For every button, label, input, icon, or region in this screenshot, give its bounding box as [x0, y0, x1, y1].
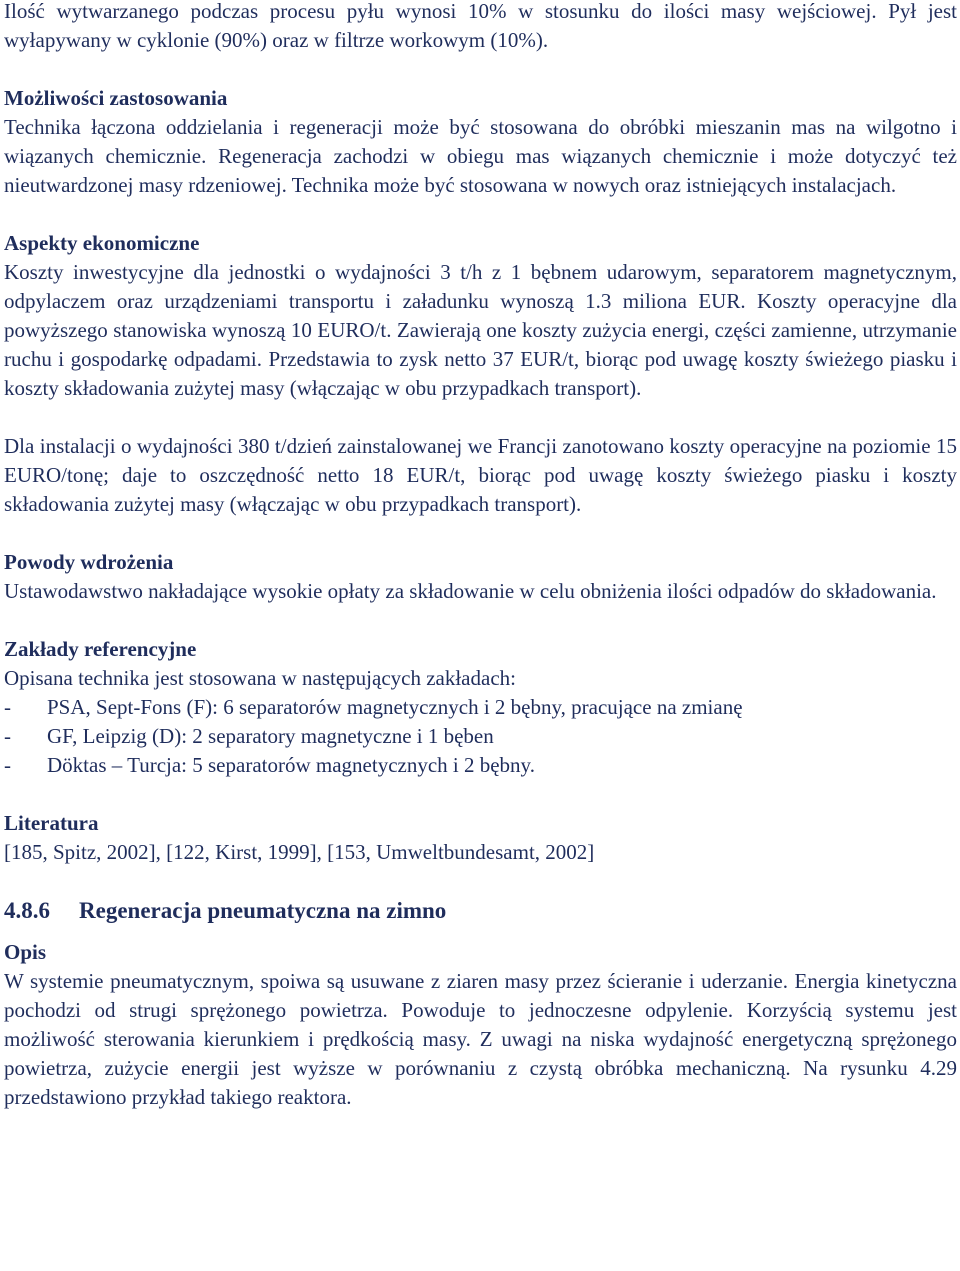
reference-plants-heading: Zakłady referencyjne — [4, 637, 197, 661]
dash-bullet: - — [4, 695, 11, 719]
applicability-heading: Możliwości zastosowania — [4, 86, 228, 110]
description-heading: Opis — [4, 940, 47, 964]
economics-paragraph-2: Dla instalacji o wydajności 380 t/dzień zainstalowanej we Francji zanotowano koszty operacyjne na poziomie 15 EURO/tonę; daje to oszczędność netto 18 EUR/t, biorąc pod uwagę koszty świeżego piasku i koszty składowania zużytej masy (włączając w obu przypadkach transport). — [4, 434, 957, 516]
literature-heading: Literatura — [4, 811, 99, 835]
reference-plants-list — [4, 693, 957, 780]
driving-force-heading: Powody wdrożenia — [4, 550, 174, 574]
dash-bullet: - — [4, 724, 11, 748]
description-paragraph: W systemie pneumatycznym, spoiwa są usuwane z ziaren masy przez ścieranie i uderzanie. Energia kinetyczna pochodzi od strugi sprężonego powietrza. Powoduje to jednoczesne odpylenie. Korzyścią systemu jest możliwość sterowania kierunkiem i prędkością masy. Z uwagi na niska wydajność energetyczną sprężonego powietrza, zużycie energii jest wyższe w porównaniu z czystą obróbka mechaniczną. Na rysunku 4.29 przedstawiono przykład takiego reaktora. — [4, 969, 957, 1109]
economics-heading: Aspekty ekonomiczne — [4, 231, 200, 255]
economics-paragraph-1: Koszty inwestycyjne dla jednostki o wydajności 3 t/h z 1 bębnem udarowym, separatorem magnetycznym, odpylaczem oraz urządzeniami transportu i załadunku wynoszą 1.3 miliona EUR. Koszty operacyjne dla powyższego stanowiska wynoszą 10 EURO/t. Zawierają one koszty zużycia energi, części zamienne, utrzymanie ruchu i gospodarkę odpadami. Przedstawia to zysk netto 37 EUR/t, biorąc pod uwagę koszty świeżego piasku i koszty składowania zużytej masy (włączając w obu przypadkach transport). — [4, 260, 957, 400]
list-item: - Döktas – Turcja: 5 separatorów magnetycznych i 2 bębny. — [4, 751, 957, 780]
section-title — [4, 896, 957, 925]
document-page — [4, 0, 957, 1112]
list-item: - GF, Leipzig (D): 2 separatory magnetyczne i 1 bęben — [4, 722, 957, 751]
literature-references: [185, Spitz, 2002], [122, Kirst, 1999], [153, Umweltbundesamt, 2002] — [4, 840, 595, 864]
reference-plants-intro: Opisana technika jest stosowana w następujących zakładach: — [4, 666, 516, 690]
driving-force-paragraph: Ustawodawstwo nakładające wysokie opłaty za składowanie w celu obniżenia ilości odpadów do składowania. — [4, 579, 937, 603]
section-title-text: Regeneracja pneumatyczna na zimno — [79, 898, 447, 923]
intro-paragraph: Ilość wytwarzanego podczas procesu pyłu wynosi 10% w stosunku do ilości masy wejściowej. Pył jest wyłapywany w cyklonie (90%) oraz w filtrze workowym (10%). — [4, 0, 957, 52]
dash-bullet: - — [4, 753, 11, 777]
section-number: 4.8.6 — [4, 898, 50, 923]
applicability-paragraph: Technika łączona oddzielania i regeneracji może być stosowana do obróbki mieszanin mas na wilgotno i wiązanych chemicznie. Regeneracja zachodzi w obiegu mas wiązanych chemicznie i może dotyczyć też nieutwardzonej masy rdzeniowej. Technika może być stosowana w nowych oraz istniejących instalacjach. — [4, 115, 957, 197]
list-item: - PSA, Sept-Fons (F): 6 separatorów magnetycznych i 2 bębny, pracujące na zmianę — [4, 693, 957, 722]
